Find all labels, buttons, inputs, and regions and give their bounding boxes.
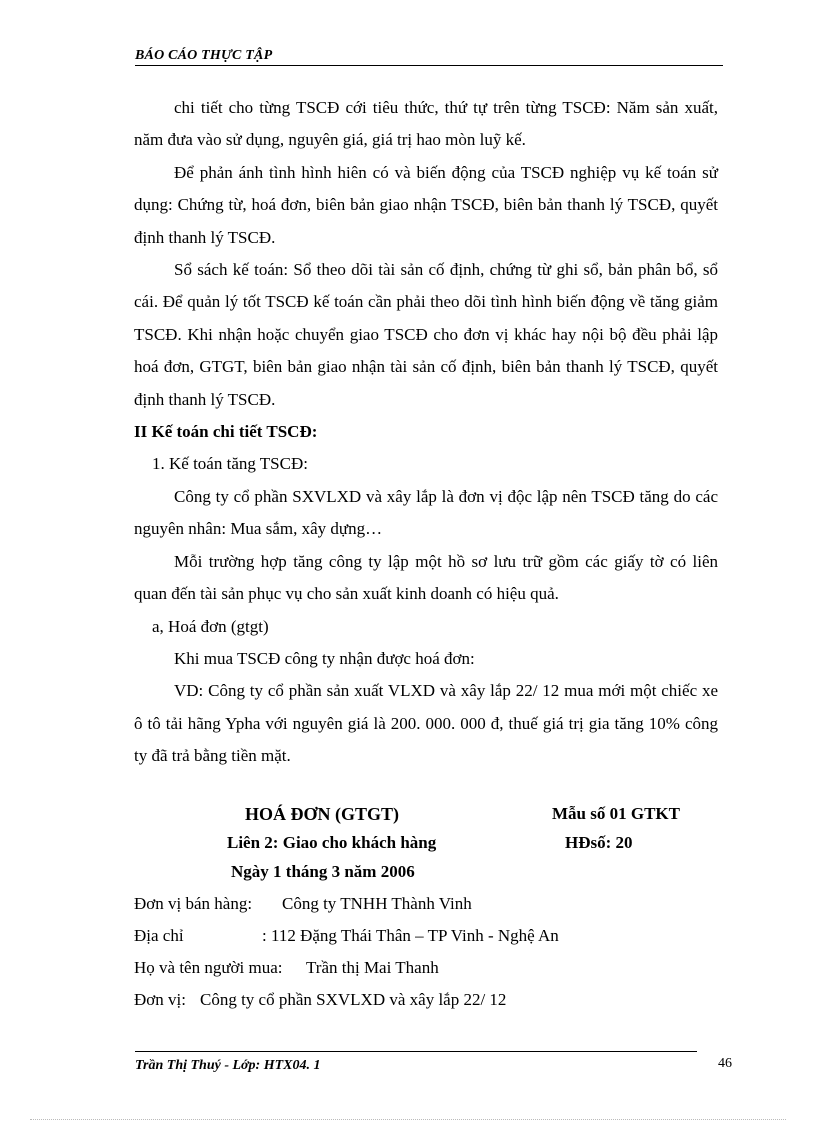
invoice-title-row [134, 804, 718, 833]
section-heading: II Kế toán chi tiết TSCĐ: [134, 422, 318, 442]
address-value: : 112 Đặng Thái Thân – TP Vinh - Nghệ An [262, 926, 559, 945]
paragraph: Mỗi trường hợp tăng công ty lập một hồ sơ lưu trữ gồm các giấy tờ có liên quan đến tài sản phục vụ cho sản xuất kinh doanh có hiệu quả. [134, 551, 718, 604]
subsection-heading: a, Hoá đơn (gtgt) [152, 616, 269, 636]
page-header: BÁO CÁO THỰC TẬP [135, 48, 723, 66]
seller-value: Công ty TNHH Thành Vinh [282, 894, 472, 913]
address-label: Địa chỉ [134, 926, 184, 945]
paragraph: Khi mua TSCĐ công ty nhận được hoá đơn: [174, 648, 475, 668]
paragraph: Công ty cổ phần SXVLXD và xây lắp là đơn vị độc lập nên TSCĐ tăng do các nguyên nhân: Mua sắm, xây dựng… [134, 486, 718, 539]
invoice-date-row [134, 862, 718, 894]
body-text [134, 92, 718, 773]
buyer-row [134, 958, 718, 990]
invoice-date: Ngày 1 tháng 3 năm 2006 [231, 862, 415, 881]
seller-row [134, 894, 718, 926]
buyer-label: Họ và tên người mua: [134, 958, 283, 977]
invoice-copy-label: Liên 2: Giao cho khách hàng [227, 833, 437, 852]
invoice-copy-row [134, 833, 718, 862]
page-number: 46 [718, 1056, 732, 1071]
paragraph: Để phản ánh tình hình hiên có và biến động của TSCĐ nghiệp vụ kế toán sử dụng: Chứng từ, hoá đơn, biên bản giao nhận TSCĐ, biên bản thanh lý TSCĐ, quyết định thanh lý TSCĐ. [134, 162, 718, 247]
unit-row [134, 990, 718, 1022]
invoice-number: HĐsố: 20 [565, 833, 633, 852]
paragraph: Sổ sách kế toán: Sổ theo dõi tài sản cố định, chứng từ ghi sổ, bản phân bổ, sổ cái. Để quản lý tốt TSCĐ kế toán cần phải theo dõi tình hình biến động về tăng giảm TSCĐ. Khi nhận hoặc chuyển giao TSCĐ cho đơn vị khác hay nội bộ đều phải lập hoá đơn, GTGT, biên bản giao nhận tài sản cố định, biên bản thanh lý TSCĐ, quyết định thanh lý TSCĐ. [134, 260, 718, 409]
buyer-value: Trần thị Mai Thanh [306, 958, 439, 977]
paragraph: chi tiết cho từng TSCĐ cới tiêu thức, thứ tự trên từng TSCĐ: Năm sản xuất, năm đưa vào sử dụng, nguyên giá, giá trị hao mòn luỹ kế. [134, 98, 718, 150]
paragraph: VD: Công ty cổ phần sản xuất VLXD và xây lắp 22/ 12 mua mới một chiếc xe ô tô tải hãng Ypha với nguyên giá là 200. 000. 000 đ, thuế giá trị gia tăng 10% công ty đã trả bằng tiền mặt. [134, 681, 718, 766]
unit-value: Công ty cổ phần SXVLXD và xây lắp 22/ 12 [200, 990, 507, 1009]
invoice-form-number: Mẫu số 01 GTKT [552, 804, 680, 823]
page-footer-author: Trần Thị Thuý - Lớp: HTX04. 1 [135, 1051, 697, 1074]
subsection-heading: 1. Kế toán tăng TSCĐ: [152, 454, 308, 474]
unit-label: Đơn vị: [134, 990, 186, 1009]
seller-label: Đơn vị bán hàng: [134, 894, 253, 913]
address-row [134, 926, 718, 958]
invoice-block [134, 804, 718, 1022]
invoice-title: HOÁ ĐƠN (GTGT) [245, 804, 400, 824]
